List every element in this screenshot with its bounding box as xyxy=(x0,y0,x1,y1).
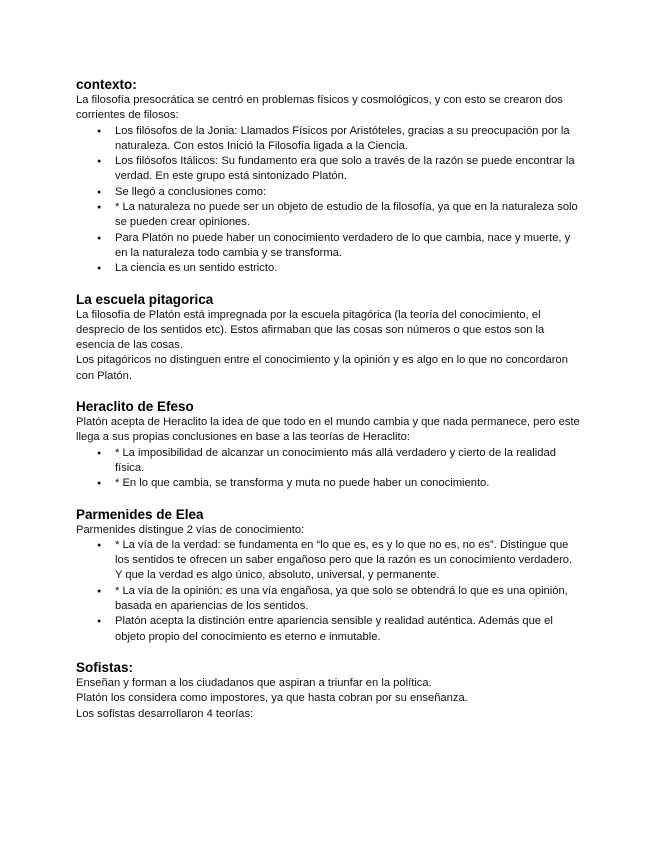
section-heading: Parmenides de Elea xyxy=(76,506,204,522)
document-page xyxy=(76,76,581,736)
list-item: ● Los filósofos Itálicos: Su fundamento era que solo a través de la razón se puede encontrar la verdad. En este grupo está sintonizado Platón. xyxy=(115,154,581,185)
section-sofistas xyxy=(76,659,581,722)
section-pitagorica xyxy=(76,291,581,384)
paragraph: La filosofía de Platón está impregnada por la escuela pitagórica (la teoría del conocimiento, el desprecio de los sentidos etc). Estos afirmaban que las cosas son números o que estos son la esencia de las cosas. xyxy=(76,308,545,352)
list-item: ● La ciencia es un sentido estricto. xyxy=(115,261,581,276)
paragraph: Platón los considera como impostores, ya que hasta cobran por su enseñanza. xyxy=(76,692,468,705)
list-item: ● * La imposibilidad de alcanzar un conocimiento más allá verdadero y cierto de la realidad física. xyxy=(115,446,581,477)
paragraph: Los pitagóricos no distinguen entre el conocimiento y la opinión y es algo en lo que no concordaron con Platón. xyxy=(76,354,568,382)
paragraph: Enseñan y forman a los ciudadanos que aspiran a triunfar en la política. xyxy=(76,676,432,689)
section-heading: contexto: xyxy=(76,77,137,92)
section-heraclito xyxy=(76,398,581,491)
section-contexto xyxy=(76,76,581,277)
section-heading: Sofistas: xyxy=(76,659,134,675)
bullet-list xyxy=(76,124,581,277)
list-item: ● * La vía de la verdad: se fundamenta en “lo que es, es y lo que no es, no es”. Distingue que los sentidos te ofrecen un saber engañoso pero que la razón es un conocimiento verdadero. Y que la verdad es algo único, absoluto, universal, y permanente. xyxy=(115,538,581,584)
paragraph: Parmenides distingue 2 vías de conocimiento: xyxy=(76,523,305,536)
paragraph: Los sofistas desarrollaron 4 teorías: xyxy=(76,707,254,720)
section-parmenides xyxy=(76,506,581,645)
list-item: ● Se llegó a conclusiones como: xyxy=(115,185,581,200)
list-item: ● * La vía de la opinión: es una vía engañosa, ya que solo se obtendrá lo que es una opinión, basada en apariencias de los sentidos. xyxy=(115,584,581,615)
list-item: ● Para Platón no puede haber un conocimiento verdadero de lo que cambia, nace y muerte, y en la naturaleza todo cambia y se transforma. xyxy=(115,231,581,262)
section-heading: Heraclito de Efeso xyxy=(76,399,194,415)
paragraph: Platón acepta de Heraclito la idea de que todo en el mundo cambia y que nada permanece, pero este llega a sus propias conclusiones en base a las teorías de Heraclito: xyxy=(76,416,580,444)
bullet-list xyxy=(76,538,581,645)
paragraph: La filosofía presocrática se centró en problemas físicos y cosmológicos, y con esto se crearon dos corrientes de filosos: xyxy=(76,94,563,122)
list-item: ● * La naturaleza no puede ser un objeto de estudio de la filosofía, ya que en la naturaleza solo se pueden crear opiniones. xyxy=(115,200,581,231)
list-item: ● Los filósofos de la Jonia: Llamados Físicos por Aristóteles, gracias a su preocupación por la naturaleza. Con estos Inició la Filosofía ligada a la Ciencia. xyxy=(115,124,581,155)
list-item: ● * En lo que cambia, se transforma y muta no puede haber un conocimiento. xyxy=(115,476,581,491)
bullet-list xyxy=(76,446,581,492)
list-item: ● Platón acepta la distinción entre apariencia sensible y realidad auténtica. Además que el objeto propio del conocimiento es eterno e inmutable. xyxy=(115,614,581,645)
section-heading: La escuela pitagorica xyxy=(76,291,214,307)
